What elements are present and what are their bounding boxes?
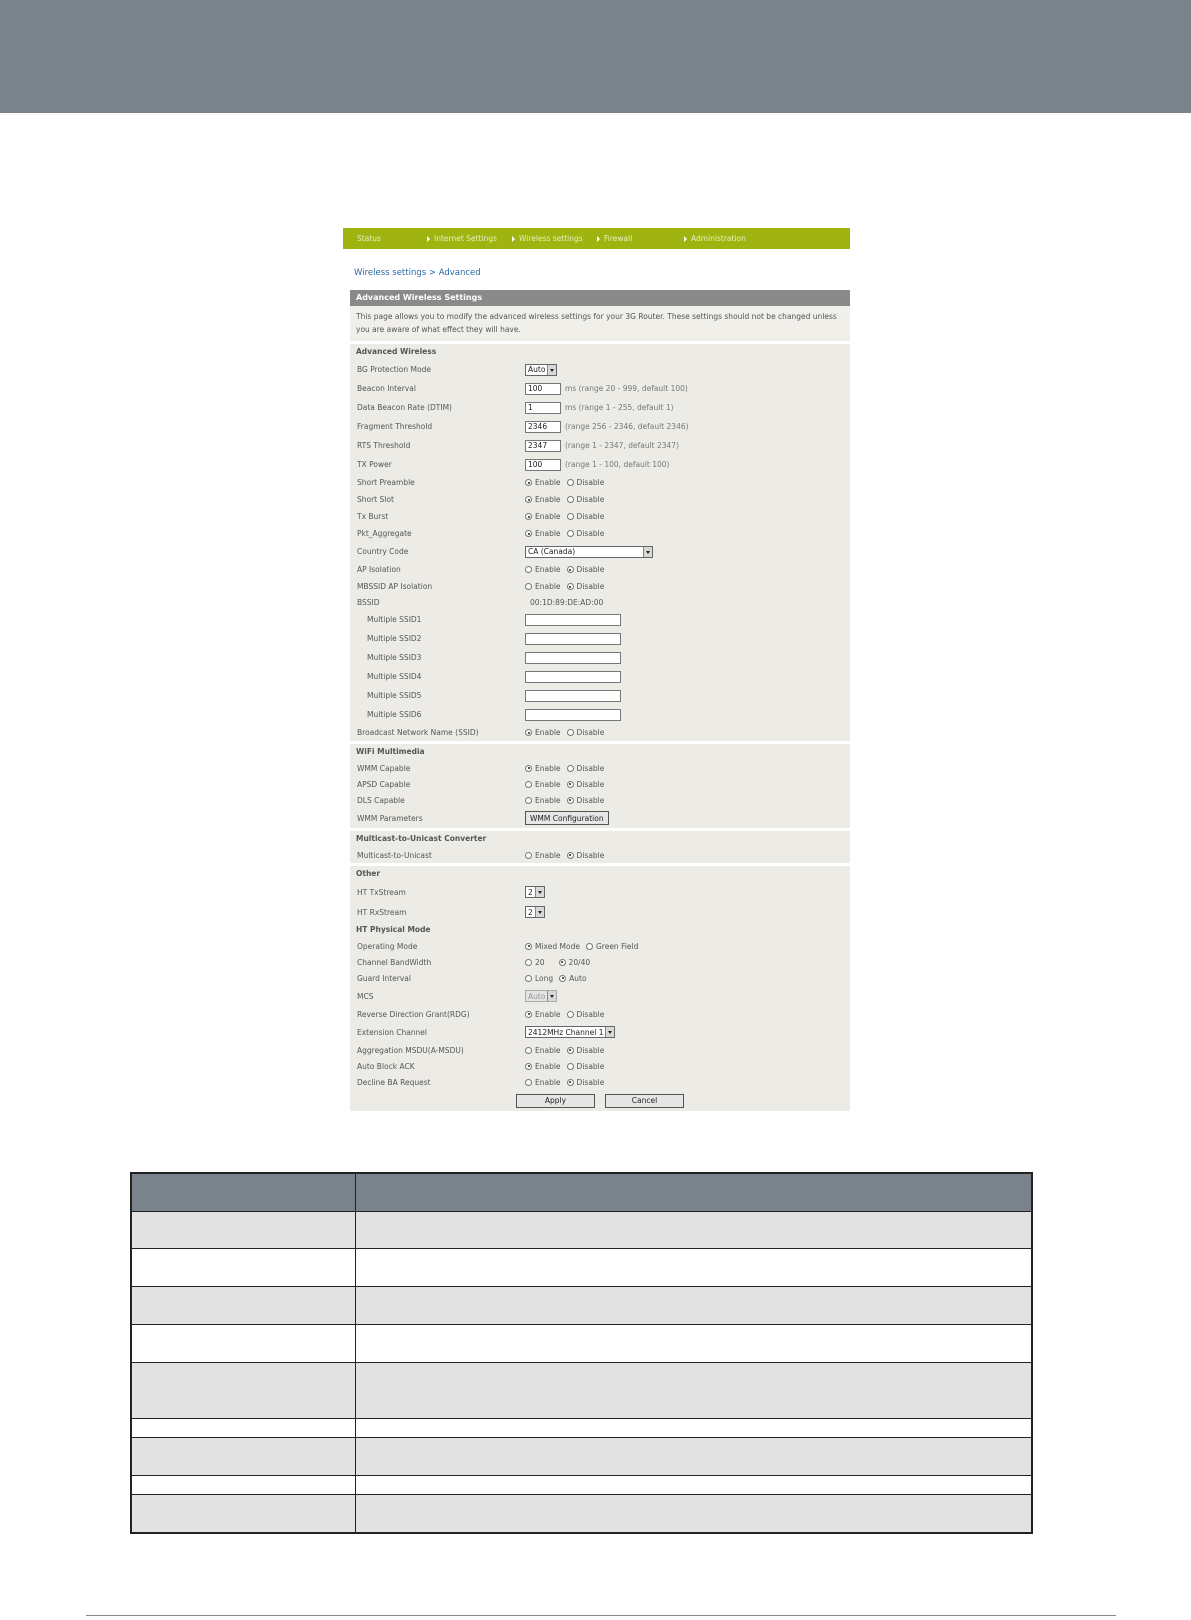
intro-text: This page allows you to modify the advanced wireless settings for your 3G Router. These settings should not be changed unless you are aware of what effect they will have. bbox=[350, 306, 850, 341]
bw-20-radio[interactable] bbox=[525, 959, 532, 966]
bg-protection-select[interactable] bbox=[525, 364, 557, 376]
select-value: 2 bbox=[528, 887, 533, 897]
short-preamble-row bbox=[350, 474, 850, 491]
field-label: Multicast-to-Unicast bbox=[357, 850, 432, 860]
country-row bbox=[350, 542, 850, 561]
radio-label: Disable bbox=[576, 779, 605, 789]
ssid2-input[interactable] bbox=[525, 633, 621, 645]
table-row bbox=[131, 1211, 1032, 1248]
gi-auto-radio[interactable] bbox=[559, 975, 566, 982]
page-footer-rule bbox=[86, 1615, 1116, 1616]
field-label: Broadcast Network Name (SSID) bbox=[357, 728, 479, 737]
disable-radio[interactable] bbox=[567, 479, 574, 486]
radio-label: Disable bbox=[576, 565, 605, 574]
apply-button[interactable]: Apply bbox=[516, 1094, 595, 1108]
table-cell bbox=[131, 1418, 355, 1437]
fragment-input[interactable]: 2346 bbox=[525, 421, 561, 433]
enable-radio[interactable] bbox=[525, 479, 532, 486]
opmode-row bbox=[350, 938, 850, 954]
field-label: Multiple SSID3 bbox=[367, 653, 422, 662]
extension-channel-row bbox=[350, 1022, 850, 1042]
table-cell bbox=[131, 1248, 355, 1286]
arrow-right-icon bbox=[597, 236, 600, 242]
radio-label: Disable bbox=[576, 529, 605, 538]
table-row bbox=[131, 1494, 1032, 1533]
radio-label: 20/40 bbox=[568, 957, 591, 967]
field-label: BSSID bbox=[357, 598, 380, 607]
radio-label: Disable bbox=[576, 495, 605, 504]
radio-label: Disable bbox=[576, 728, 605, 737]
radio-label: Enable bbox=[535, 529, 561, 538]
nav-status[interactable] bbox=[343, 228, 427, 249]
field-hint: (range 1 - 100, default 100) bbox=[565, 460, 670, 469]
settings-description-table bbox=[130, 1172, 1033, 1534]
wifi-multimedia-section bbox=[350, 744, 850, 828]
field-label: Auto Block ACK bbox=[357, 1061, 415, 1071]
arrow-right-icon bbox=[684, 236, 687, 242]
enable-radio[interactable] bbox=[525, 852, 532, 859]
disable-radio[interactable] bbox=[567, 566, 574, 573]
dtim-row bbox=[350, 398, 850, 417]
ssid5-input[interactable] bbox=[525, 690, 621, 702]
enable-radio[interactable] bbox=[525, 496, 532, 503]
nav-administration[interactable] bbox=[684, 228, 804, 249]
field-label: APSD Capable bbox=[357, 779, 411, 789]
chevron-down-icon bbox=[547, 991, 556, 1001]
table-cell bbox=[355, 1286, 1032, 1324]
apsd-row bbox=[350, 776, 850, 792]
nav-wireless-settings[interactable] bbox=[512, 228, 597, 249]
enable-radio[interactable] bbox=[525, 566, 532, 573]
select-value: Auto bbox=[528, 365, 546, 374]
country-select[interactable] bbox=[525, 546, 653, 558]
disable-radio[interactable] bbox=[567, 1011, 574, 1018]
field-label: Decline BA Request bbox=[357, 1077, 431, 1087]
field-hint: (range 1 - 2347, default 2347) bbox=[565, 441, 680, 450]
radio-label: Disable bbox=[576, 1077, 605, 1087]
section-header: HT Physical Mode bbox=[356, 925, 431, 934]
wmm-row bbox=[350, 760, 850, 776]
extension-channel-select[interactable] bbox=[525, 1026, 615, 1038]
enable-radio[interactable] bbox=[525, 765, 532, 772]
bssid-row bbox=[350, 595, 850, 610]
radio-label: Disable bbox=[576, 795, 605, 805]
radio-label: Mixed Mode bbox=[535, 941, 580, 951]
wmm-configuration-button[interactable]: WMM Configuration bbox=[525, 811, 609, 825]
enable-radio[interactable] bbox=[525, 1063, 532, 1070]
pkt-aggregate-row bbox=[350, 525, 850, 542]
table-row bbox=[131, 1475, 1032, 1494]
table-header-cell bbox=[355, 1173, 1032, 1211]
nav-firewall[interactable] bbox=[597, 228, 684, 249]
radio-label: Enable bbox=[535, 478, 561, 487]
enable-radio[interactable] bbox=[525, 797, 532, 804]
nav-label: Wireless settings bbox=[519, 234, 583, 243]
ssid3-input[interactable] bbox=[525, 652, 621, 664]
disable-radio[interactable] bbox=[567, 781, 574, 788]
field-label: Guard Interval bbox=[357, 973, 411, 983]
nav-internet-settings[interactable] bbox=[427, 228, 512, 249]
radio-label: Enable bbox=[535, 728, 561, 737]
radio-label: Enable bbox=[535, 795, 561, 805]
select-value: 2412MHz Channel 1 bbox=[528, 1027, 604, 1037]
radio-label: Auto bbox=[569, 973, 587, 983]
radio-label: Enable bbox=[535, 565, 561, 574]
field-label: Multiple SSID4 bbox=[367, 672, 422, 681]
radio-label: Long bbox=[535, 973, 554, 983]
ht-tx-row bbox=[350, 882, 850, 902]
broadcast-row bbox=[350, 724, 850, 741]
ssid1-input[interactable] bbox=[525, 614, 621, 626]
mcs-select bbox=[525, 990, 557, 1002]
enable-radio[interactable] bbox=[525, 1079, 532, 1086]
field-hint: ms (range 1 - 255, default 1) bbox=[565, 403, 674, 412]
beacon-input[interactable]: 100 bbox=[525, 383, 561, 395]
table-cell bbox=[355, 1362, 1032, 1418]
radio-label: Enable bbox=[535, 779, 561, 789]
table-cell bbox=[131, 1324, 355, 1362]
green-field-radio[interactable] bbox=[586, 943, 593, 950]
radio-label: Disable bbox=[576, 1061, 605, 1071]
arrow-right-icon bbox=[512, 236, 515, 242]
field-label: BG Protection Mode bbox=[357, 365, 431, 374]
radio-label: Enable bbox=[535, 1077, 561, 1087]
field-label: Multiple SSID5 bbox=[367, 691, 422, 700]
select-value: CA (Canada) bbox=[528, 547, 576, 556]
table-cell bbox=[355, 1211, 1032, 1248]
radio-label: Disable bbox=[576, 850, 605, 860]
field-hint: (range 256 - 2346, default 2346) bbox=[565, 422, 689, 431]
field-label: MBSSID AP Isolation bbox=[357, 582, 433, 591]
field-label: Tx Burst bbox=[357, 512, 389, 521]
bw-20-40-radio[interactable] bbox=[559, 959, 566, 966]
mbssid-row bbox=[350, 578, 850, 595]
radio-label: Enable bbox=[535, 850, 561, 860]
gi-long-radio[interactable] bbox=[525, 975, 532, 982]
other-section bbox=[350, 866, 850, 1090]
disable-radio[interactable] bbox=[567, 1079, 574, 1086]
field-label: Reverse Direction Grant(RDG) bbox=[357, 1009, 470, 1019]
radio-label: Enable bbox=[535, 1061, 561, 1071]
disable-radio[interactable] bbox=[567, 765, 574, 772]
table-cell bbox=[131, 1362, 355, 1418]
section-header: Other bbox=[356, 869, 381, 878]
radio-label: Enable bbox=[535, 512, 561, 521]
mixed-mode-radio[interactable] bbox=[525, 943, 532, 950]
cancel-button[interactable]: Cancel bbox=[605, 1094, 684, 1108]
short-slot-row bbox=[350, 491, 850, 508]
field-label: TX Power bbox=[357, 460, 392, 469]
table-cell bbox=[355, 1437, 1032, 1475]
breadcrumb[interactable]: Wireless settings > Advanced bbox=[354, 268, 481, 278]
enable-radio[interactable] bbox=[525, 513, 532, 520]
table-cell bbox=[131, 1475, 355, 1494]
radio-label: Enable bbox=[535, 1045, 561, 1055]
nav-label: Internet Settings bbox=[434, 234, 497, 243]
guard-interval-row bbox=[350, 970, 850, 986]
table-row bbox=[131, 1286, 1032, 1324]
beacon-row bbox=[350, 379, 850, 398]
nav-label: Administration bbox=[691, 234, 746, 243]
ssid4-row bbox=[350, 667, 850, 686]
dls-row bbox=[350, 792, 850, 808]
decline-ba-row bbox=[350, 1074, 850, 1090]
table-cell bbox=[355, 1475, 1032, 1494]
table-cell bbox=[131, 1286, 355, 1324]
radio-label: Enable bbox=[535, 763, 561, 773]
field-label: Pkt_Aggregate bbox=[357, 529, 412, 538]
rdg-row bbox=[350, 1006, 850, 1022]
table-cell bbox=[355, 1248, 1032, 1286]
field-hint: ms (range 20 - 999, default 100) bbox=[565, 384, 688, 393]
ap-isolation-row bbox=[350, 561, 850, 578]
field-label: Operating Mode bbox=[357, 941, 418, 951]
fragment-row bbox=[350, 417, 850, 436]
auto-ba-row bbox=[350, 1058, 850, 1074]
chevron-down-icon bbox=[535, 907, 544, 917]
m2u-row bbox=[350, 847, 850, 863]
field-label: WMM Parameters bbox=[357, 813, 423, 823]
field-label: Beacon Interval bbox=[357, 384, 416, 393]
disable-radio[interactable] bbox=[567, 583, 574, 590]
page-title: Advanced Wireless Settings bbox=[350, 290, 850, 306]
table-cell bbox=[355, 1494, 1032, 1533]
rts-row bbox=[350, 436, 850, 455]
disable-radio[interactable] bbox=[567, 729, 574, 736]
enable-radio[interactable] bbox=[525, 1047, 532, 1054]
table-row bbox=[131, 1248, 1032, 1286]
radio-label: Enable bbox=[535, 582, 561, 591]
field-label: DLS Capable bbox=[357, 795, 405, 805]
radio-label: Disable bbox=[576, 478, 605, 487]
enable-radio[interactable] bbox=[525, 1011, 532, 1018]
chevron-down-icon bbox=[547, 365, 556, 375]
radio-label: Disable bbox=[576, 512, 605, 521]
table-cell bbox=[131, 1494, 355, 1533]
disable-radio[interactable] bbox=[567, 530, 574, 537]
select-value: Auto bbox=[528, 991, 546, 1001]
ssid6-input[interactable] bbox=[525, 709, 621, 721]
disable-radio[interactable] bbox=[567, 797, 574, 804]
field-label: HT RxStream bbox=[357, 907, 407, 917]
table-header-row bbox=[131, 1173, 1032, 1211]
wmm-params-row bbox=[350, 808, 850, 828]
radio-label: Disable bbox=[576, 763, 605, 773]
disable-radio[interactable] bbox=[567, 513, 574, 520]
disable-radio[interactable] bbox=[567, 1047, 574, 1054]
chevron-down-icon bbox=[535, 887, 544, 897]
field-label: Multiple SSID2 bbox=[367, 634, 422, 643]
rts-input[interactable]: 2347 bbox=[525, 440, 561, 452]
nav-label: Firewall bbox=[604, 234, 633, 243]
field-label: AP Isolation bbox=[357, 565, 401, 574]
radio-label: Green Field bbox=[595, 941, 639, 951]
table-row bbox=[131, 1418, 1032, 1437]
router-screenshot bbox=[343, 228, 850, 1111]
txpower-row bbox=[350, 455, 850, 474]
multicast-section bbox=[350, 831, 850, 863]
section-header: Advanced Wireless bbox=[356, 347, 437, 356]
ssid6-row bbox=[350, 705, 850, 724]
table-row bbox=[131, 1437, 1032, 1475]
ssid5-row bbox=[350, 686, 850, 705]
ht-tx-select[interactable] bbox=[525, 886, 545, 898]
ht-rx-row bbox=[350, 902, 850, 922]
field-label: HT TxStream bbox=[357, 887, 406, 897]
field-label: Short Slot bbox=[357, 495, 394, 504]
table-cell bbox=[131, 1437, 355, 1475]
disable-radio[interactable] bbox=[567, 496, 574, 503]
radio-label: Enable bbox=[535, 495, 561, 504]
bandwidth-row bbox=[350, 954, 850, 970]
field-label: Short Preamble bbox=[357, 478, 415, 487]
bg-protection-row bbox=[350, 360, 850, 379]
top-nav bbox=[343, 228, 850, 249]
section-header: WiFi Multimedia bbox=[356, 747, 425, 756]
ssid1-row bbox=[350, 610, 850, 629]
table-row bbox=[131, 1324, 1032, 1362]
enable-radio[interactable] bbox=[525, 781, 532, 788]
nav-label: Status bbox=[357, 234, 381, 243]
field-label: Aggregation MSDU(A-MSDU) bbox=[357, 1045, 464, 1055]
radio-label: Disable bbox=[576, 582, 605, 591]
field-label: Channel BandWidth bbox=[357, 957, 432, 967]
field-label: Extension Channel bbox=[357, 1027, 427, 1037]
enable-radio[interactable] bbox=[525, 583, 532, 590]
disable-radio[interactable] bbox=[567, 1063, 574, 1070]
field-label: WMM Capable bbox=[357, 763, 411, 773]
dtim-input[interactable]: 1 bbox=[525, 402, 561, 414]
field-label: Multiple SSID6 bbox=[367, 710, 422, 719]
txpower-input[interactable]: 100 bbox=[525, 459, 561, 471]
select-value: 2 bbox=[528, 907, 533, 917]
table-cell bbox=[131, 1211, 355, 1248]
ssid2-row bbox=[350, 629, 850, 648]
tx-burst-row bbox=[350, 508, 850, 525]
ht-rx-select[interactable] bbox=[525, 906, 545, 918]
radio-label: 20 bbox=[535, 957, 545, 967]
field-label: Fragment Threshold bbox=[357, 422, 433, 431]
field-label: RTS Threshold bbox=[357, 441, 411, 450]
bssid-value: 00:1D:89:DE:AD:00 bbox=[530, 598, 604, 607]
radio-label: Disable bbox=[576, 1009, 605, 1019]
field-label: Country Code bbox=[357, 547, 409, 556]
arrow-right-icon bbox=[427, 236, 430, 242]
section-header: Multicast-to-Unicast Converter bbox=[356, 834, 487, 843]
disable-radio[interactable] bbox=[567, 852, 574, 859]
table-cell bbox=[355, 1324, 1032, 1362]
radio-label: Enable bbox=[535, 1009, 561, 1019]
table-header-cell bbox=[131, 1173, 355, 1211]
enable-radio[interactable] bbox=[525, 729, 532, 736]
chevron-down-icon bbox=[605, 1027, 614, 1037]
ssid4-input[interactable] bbox=[525, 671, 621, 683]
table-row bbox=[131, 1362, 1032, 1418]
field-label: Data Beacon Rate (DTIM) bbox=[357, 403, 452, 412]
top-banner bbox=[0, 0, 1191, 113]
advanced-wireless-section bbox=[350, 344, 850, 741]
form-actions bbox=[350, 1090, 850, 1111]
enable-radio[interactable] bbox=[525, 530, 532, 537]
mcs-row bbox=[350, 986, 850, 1006]
radio-label: Disable bbox=[576, 1045, 605, 1055]
chevron-down-icon bbox=[643, 547, 652, 557]
table-cell bbox=[355, 1418, 1032, 1437]
field-label: Multiple SSID1 bbox=[367, 615, 422, 624]
field-label: MCS bbox=[357, 991, 374, 1001]
ssid3-row bbox=[350, 648, 850, 667]
amsdu-row bbox=[350, 1042, 850, 1058]
